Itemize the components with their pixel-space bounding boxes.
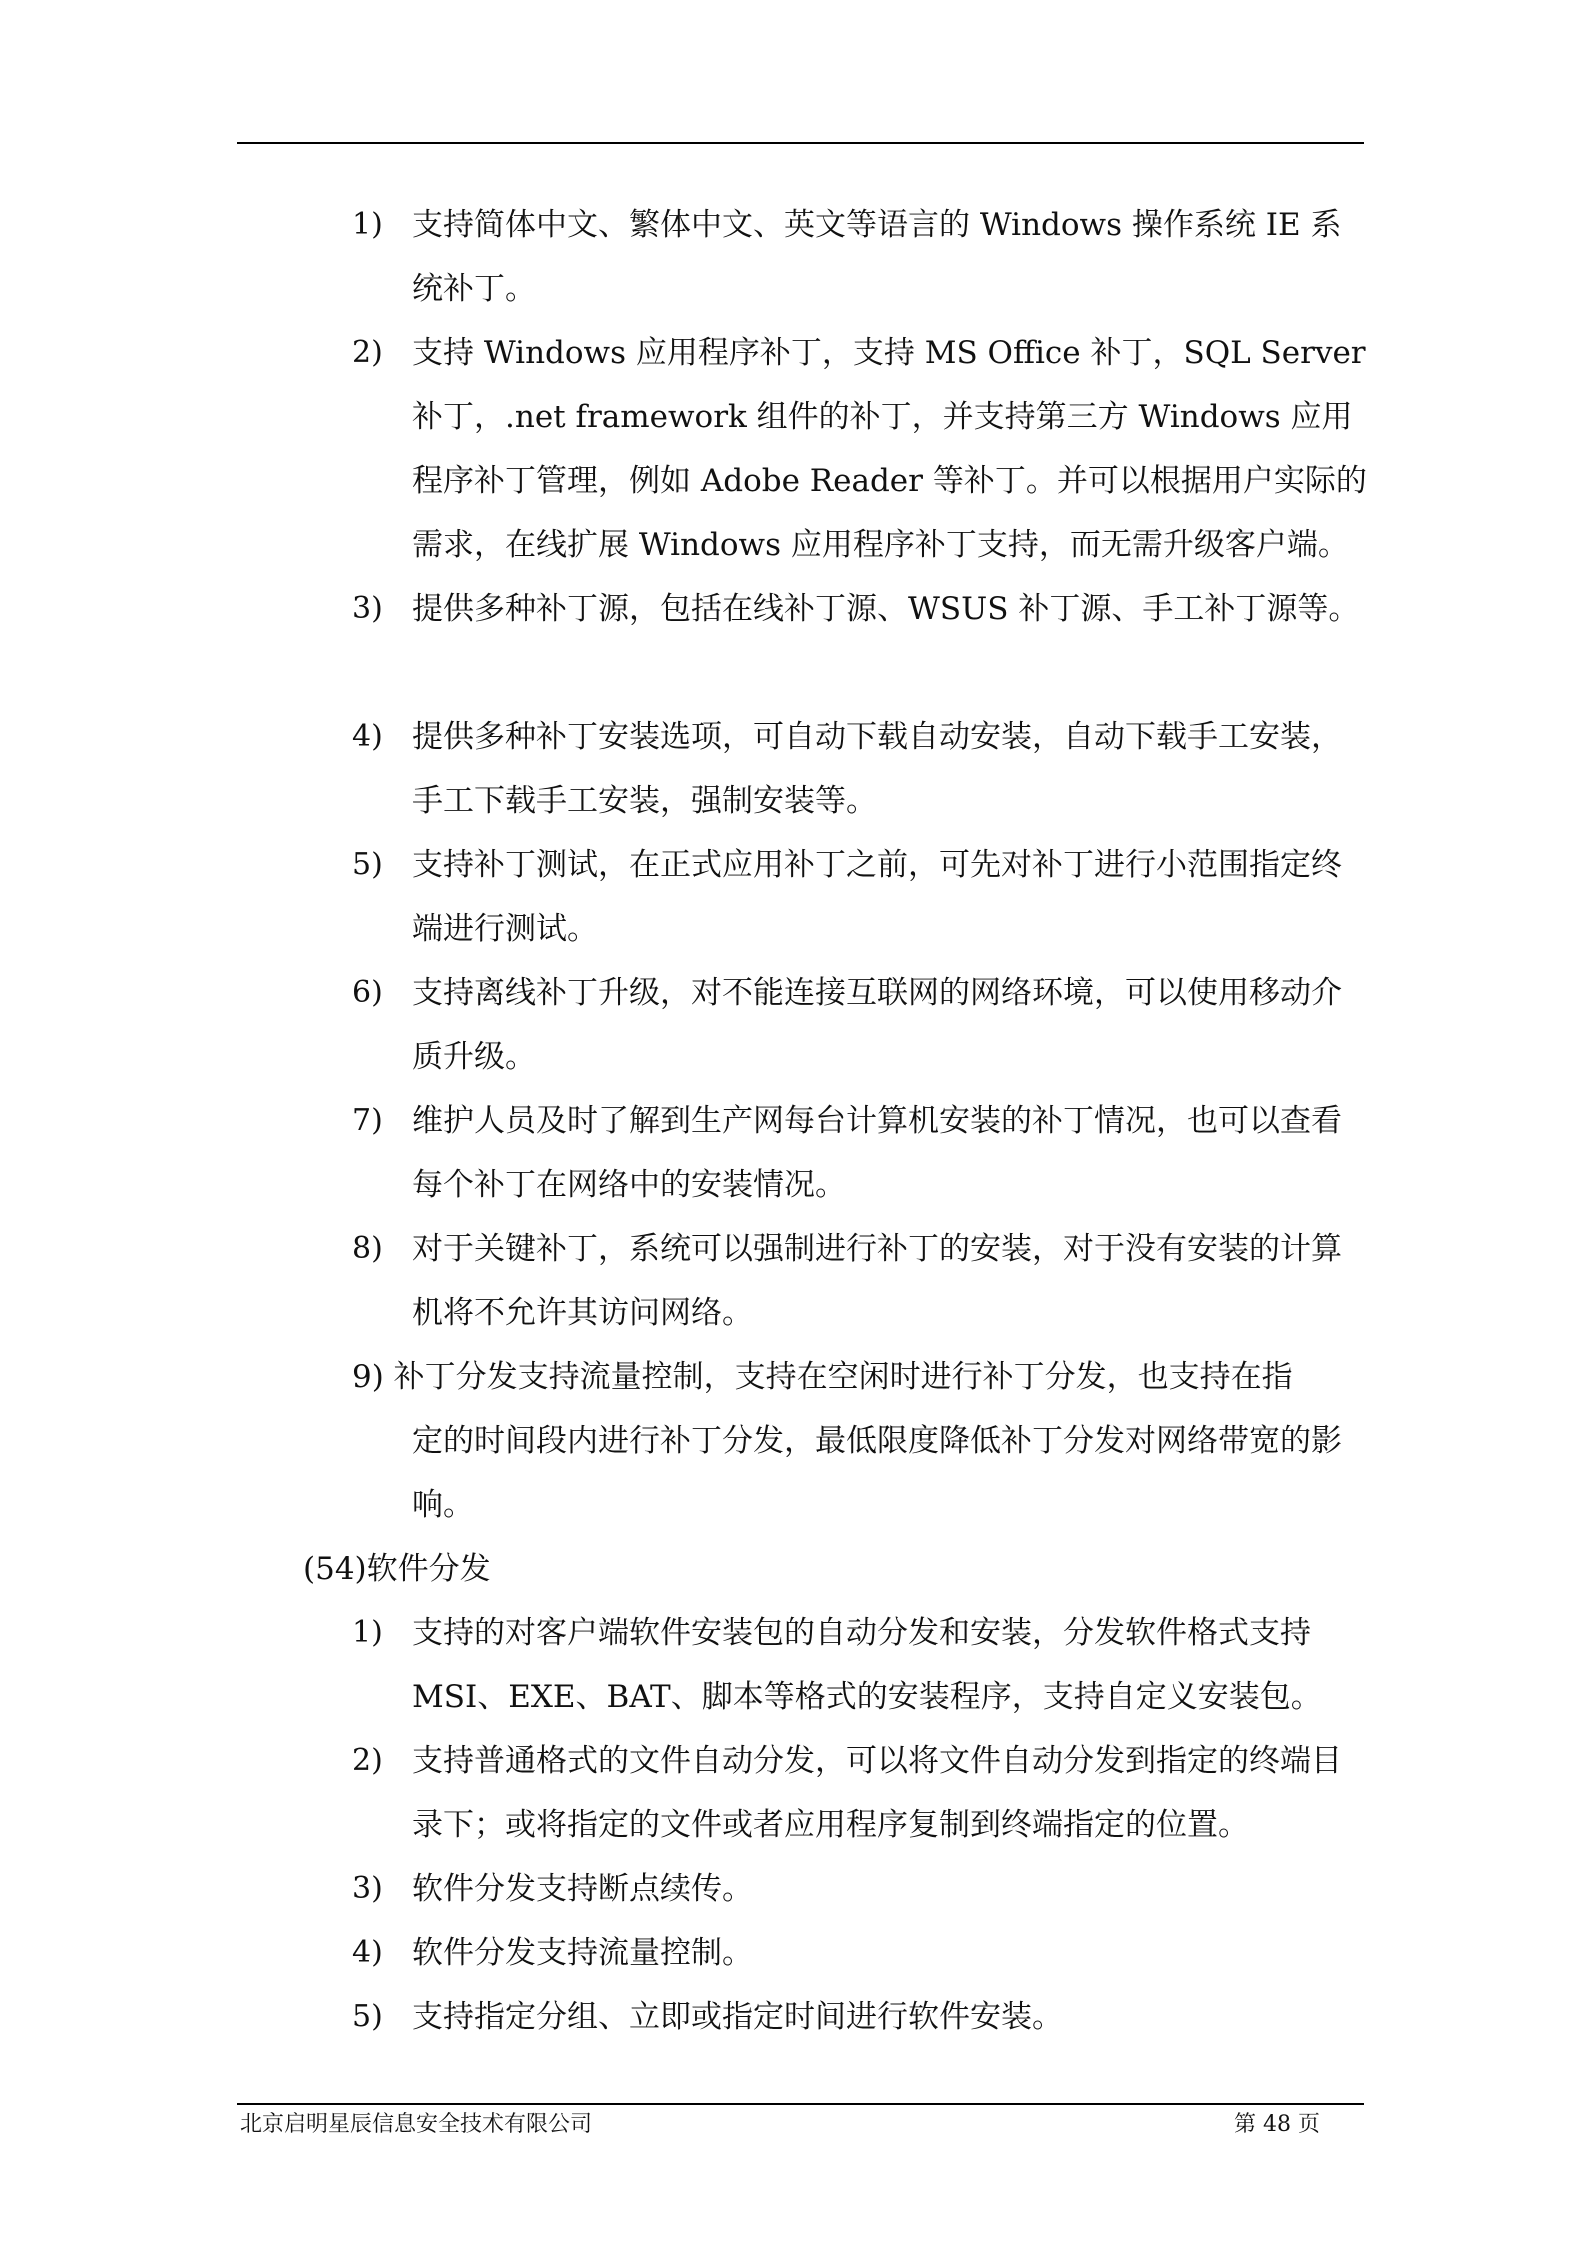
- footer-rule: [237, 2103, 1364, 2105]
- list-text: 提供多种补丁安装选项，可自动下载自动安装，自动下载手工安装，手工下载手工安装，强制安装等。: [412, 719, 1342, 819]
- list-text: 对于关键补丁，系统可以强制进行补丁的安装，对于没有安装的计算机将不允许其访问网络。: [412, 1231, 1342, 1331]
- list-text: 维护人员及时了解到生产网每台计算机安装的补丁情况，也可以查看每个补丁在网络中的安装情况。: [412, 1103, 1342, 1203]
- list-text-continuation: 定的时间段内进行补丁分发，最低限度降低补丁分发对网络带宽的影响。: [412, 1423, 1342, 1523]
- list-text: 软件分发支持流量控制。: [412, 1935, 753, 1971]
- footer-company: 北京启明星辰信息安全技术有限公司: [240, 2112, 593, 2137]
- list-number: 8): [352, 1231, 383, 1266]
- list-text: 支持 Windows 应用程序补丁，支持 MS Office 补丁，SQL Server 补丁，.net framework 组件的补丁，并支持第三方 Windows 应用程序补丁管理，例如 Adobe Reader 等补丁。并可以根据用户实际的需求，在线扩展 Windows 应用程序补丁支持，而无需升级客户端。: [412, 335, 1367, 563]
- list-number: 5): [352, 847, 383, 882]
- list-text: 支持简体中文、繁体中文、英文等语言的 Windows 操作系统 IE 系统补丁。: [412, 207, 1342, 307]
- list-number: 1): [352, 1615, 383, 1650]
- list-number: 4): [352, 1935, 383, 1970]
- list-number: 2): [352, 1743, 383, 1778]
- list-text: 支持的对客户端软件安装包的自动分发和安装，分发软件格式支持 MSI、EXE、BAT、脚本等格式的安装程序，支持自定义安装包。: [412, 1615, 1322, 1715]
- list-number: 2): [352, 335, 383, 370]
- list-text: 支持补丁测试，在正式应用补丁之前，可先对补丁进行小范围指定终端进行测试。: [412, 847, 1342, 947]
- list-text-first-line: 9) 补丁分发支持流量控制，支持在空闲时进行补丁分发，也支持在指: [352, 1359, 1293, 1395]
- header-rule: [237, 142, 1364, 144]
- list-number: 3): [352, 1871, 383, 1906]
- list-number: 4): [352, 719, 383, 754]
- list-number: 6): [352, 975, 383, 1010]
- section-title: (54)软件分发: [303, 1551, 491, 1587]
- list-number: 5): [352, 1999, 383, 2034]
- list-number: 7): [352, 1103, 383, 1138]
- list-text: 支持离线补丁升级，对不能连接互联网的网络环境，可以使用移动介质升级。: [412, 975, 1342, 1075]
- list-text: 提供多种补丁源，包括在线补丁源、WSUS 补丁源、手工补丁源等。: [412, 591, 1360, 627]
- list-text: 支持指定分组、立即或指定时间进行软件安装。: [412, 1999, 1063, 2035]
- list-text: 支持普通格式的文件自动分发，可以将文件自动分发到指定的终端目录下；或将指定的文件或者应用程序复制到终端指定的位置。: [412, 1743, 1342, 1843]
- list-number: 1): [352, 207, 383, 242]
- list-number: 3): [352, 591, 383, 626]
- footer-page-number: 第 48 页: [1234, 2112, 1320, 2137]
- list-text: 软件分发支持断点续传。: [412, 1871, 753, 1907]
